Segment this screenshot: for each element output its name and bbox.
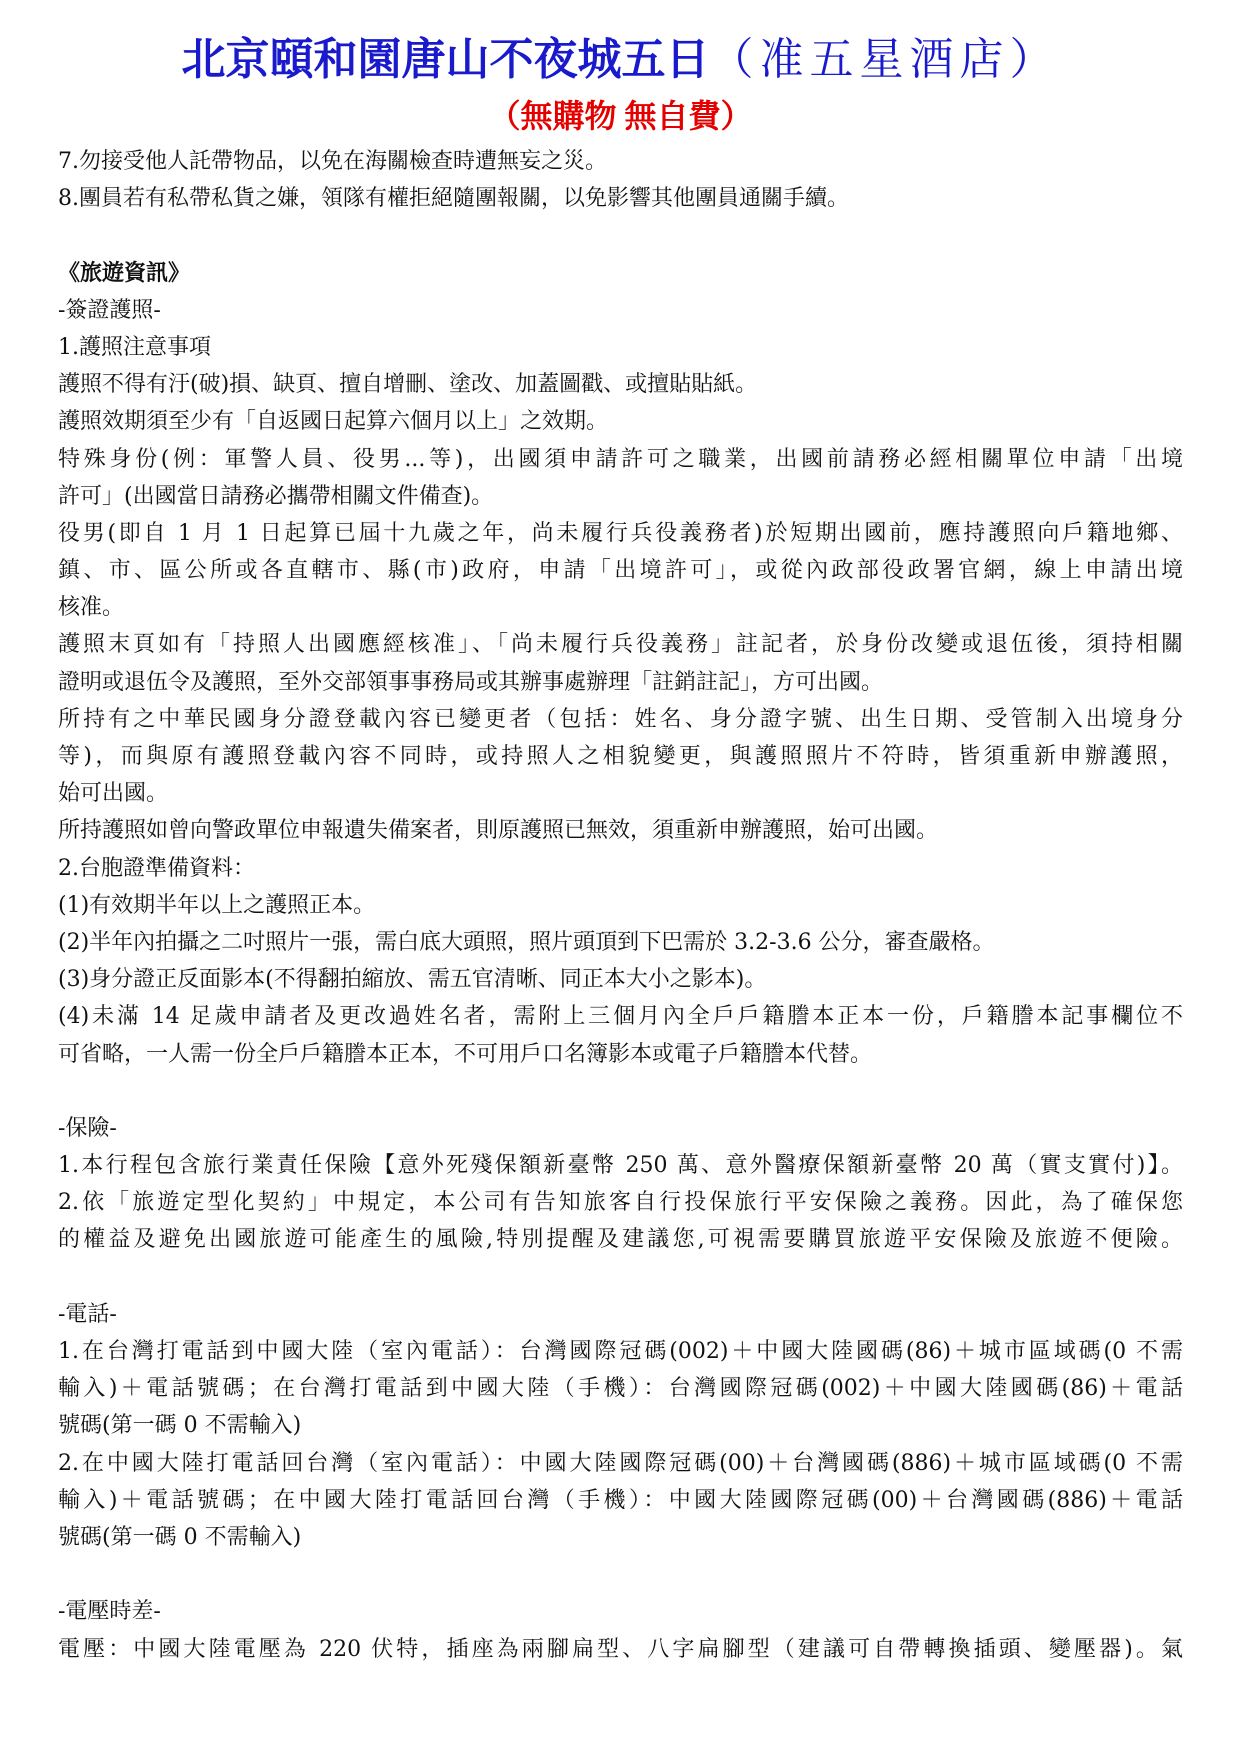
body-line: 輸入)＋電話號碼；在台灣打電話到中國大陸（手機）：台灣國際冠碼(002)＋中國大陸國碼(86)＋電話	[58, 1376, 1183, 1402]
body-line: (4)未滿 14 足歲申請者及更改過姓名者，需附上三個月內全戶戶籍謄本正本一份，戶籍謄本記事欄位不	[58, 1004, 1183, 1030]
body-line: 所持護照如曾向警政單位申報遺失備案者，則原護照已無效，須重新申辦護照，始可出國。	[58, 818, 939, 844]
body-line: 核准。	[58, 595, 125, 621]
body-line: 輸入)＋電話號碼；在中國大陸打電話回台灣（手機）：中國大陸國際冠碼(00)＋台灣國碼(886)＋電話	[58, 1487, 1183, 1513]
document-title-hotel-note: （准五星酒店）	[709, 35, 1060, 84]
document-body	[58, 143, 1183, 1668]
body-line: 1.在台灣打電話到中國大陸（室內電話）：台灣國際冠碼(002)＋中國大陸國碼(86)＋城市區域碼(0 不需	[58, 1339, 1183, 1364]
body-line: 鎮、市、區公所或各直轄市、縣(市)政府，申請「出境許可」，或從內政部役政署官網，線上申請出境	[58, 558, 1183, 584]
body-line: 可省略，一人需一份全戶戶籍謄本正本，不可用戶口名簿影本或電子戶籍謄本代替。	[58, 1041, 873, 1067]
note-line: 7.勿接受他人託帶物品，以免在海關檢查時遭無妄之災。	[58, 149, 607, 174]
body-line: 的權益及避免出國旅遊可能產生的風險,特別提醒及建議您,可視需要購買旅遊平安保險及旅遊不便險。	[58, 1227, 1183, 1253]
blank-line	[58, 217, 1183, 254]
body-line: 證明或退伍令及護照，至外交部領事事務局或其辦事處辦理「註銷註記」，方可出國。	[58, 669, 884, 695]
document-title	[0, 34, 1241, 86]
body-line: 等)，而與原有護照登載內容不同時，或持照人之相貌變更，與護照照片不符時，皆須重新申辦護照，	[58, 744, 1183, 769]
blank-line	[58, 1556, 1183, 1593]
body-line: 號碼(第一碼 0 不需輸入)	[58, 1413, 302, 1439]
note-line: 8.團員若有私帶私貨之嫌，領隊有權拒絕隨團報關，以免影響其他團員通關手續。	[58, 186, 849, 212]
section-heading-visa-passport: -簽證護照-	[58, 297, 161, 323]
info-heading: 《旅遊資訊》	[58, 259, 191, 286]
blank-line	[58, 1259, 1183, 1296]
body-line: 護照不得有汙(破)損、缺頁、擅自增刪、塗改、加蓋圖戳、或擅貼貼紙。	[58, 372, 758, 398]
section-heading-insurance: -保險-	[58, 1115, 117, 1141]
body-line: 所持有之中華民國身分證登載內容已變更者（包括：姓名、身分證字號、出生日期、受管制入出境身分	[58, 706, 1183, 732]
body-line: 役男(即自 1 月 1 日起算已屆十九歲之年，尚未履行兵役義務者)於短期出國前，應持護照向戶籍地鄉、	[58, 520, 1183, 546]
body-line: 電壓：中國大陸電壓為 220 伏特，插座為兩腳扁型、八字扁腳型（建議可自帶轉換插頭、變壓器)。氣	[58, 1636, 1183, 1662]
body-line: 許可」(出國當日請務必攜帶相關文件備查)。	[58, 483, 494, 509]
body-line: (3)身分證正反面影本(不得翻拍縮放、需五官清晰、同正本大小之影本)。	[58, 967, 767, 993]
body-line: (1)有效期半年以上之護照正本。	[58, 892, 376, 918]
blank-line	[58, 1073, 1183, 1110]
body-line: 1.護照注意事項	[58, 334, 211, 360]
section-heading-phone: -電話-	[58, 1301, 117, 1327]
body-line: (2)半年內拍攝之二吋照片一張，需白底大頭照，照片頭頂到下巴需於 3.2-3.6 公分，審查嚴格。	[58, 929, 995, 955]
body-line: 特殊身份(例：軍警人員、役男...等)，出國須申請許可之職業，出國前請務必經相關單位申請「出境	[58, 446, 1183, 472]
document-title-main: 北京頤和園唐山不夜城五日	[181, 35, 710, 84]
section-heading-voltage-timezone: -電壓時差-	[58, 1599, 161, 1625]
body-line: 護照效期須至少有「自返國日起算六個月以上」之效期。	[58, 409, 609, 435]
body-line: 始可出國。	[58, 781, 169, 807]
body-line: 護照末頁如有「持照人出國應經核准」、「尚未履行兵役義務」註記者，於身份改變或退伍後，須持相關	[58, 632, 1183, 658]
body-line: 1.本行程包含旅行業責任保險【意外死殘保額新臺幣 250 萬、意外醫療保額新臺幣 20 萬（實支實付)】。	[58, 1153, 1183, 1179]
body-line: 2.台胞證準備資料：	[58, 855, 255, 881]
body-line: 號碼(第一碼 0 不需輸入)	[58, 1524, 302, 1550]
body-line: 2.依「旅遊定型化契約」中規定，本公司有告知旅客自行投保旅行平安保險之義務。因此，為了確保您	[58, 1190, 1183, 1216]
body-line: 2.在中國大陸打電話回台灣（室內電話）：中國大陸國際冠碼(00)＋台灣國碼(886)＋城市區域碼(0 不需	[58, 1450, 1183, 1476]
document-subtitle: （無購物 無自費）	[488, 98, 753, 134]
